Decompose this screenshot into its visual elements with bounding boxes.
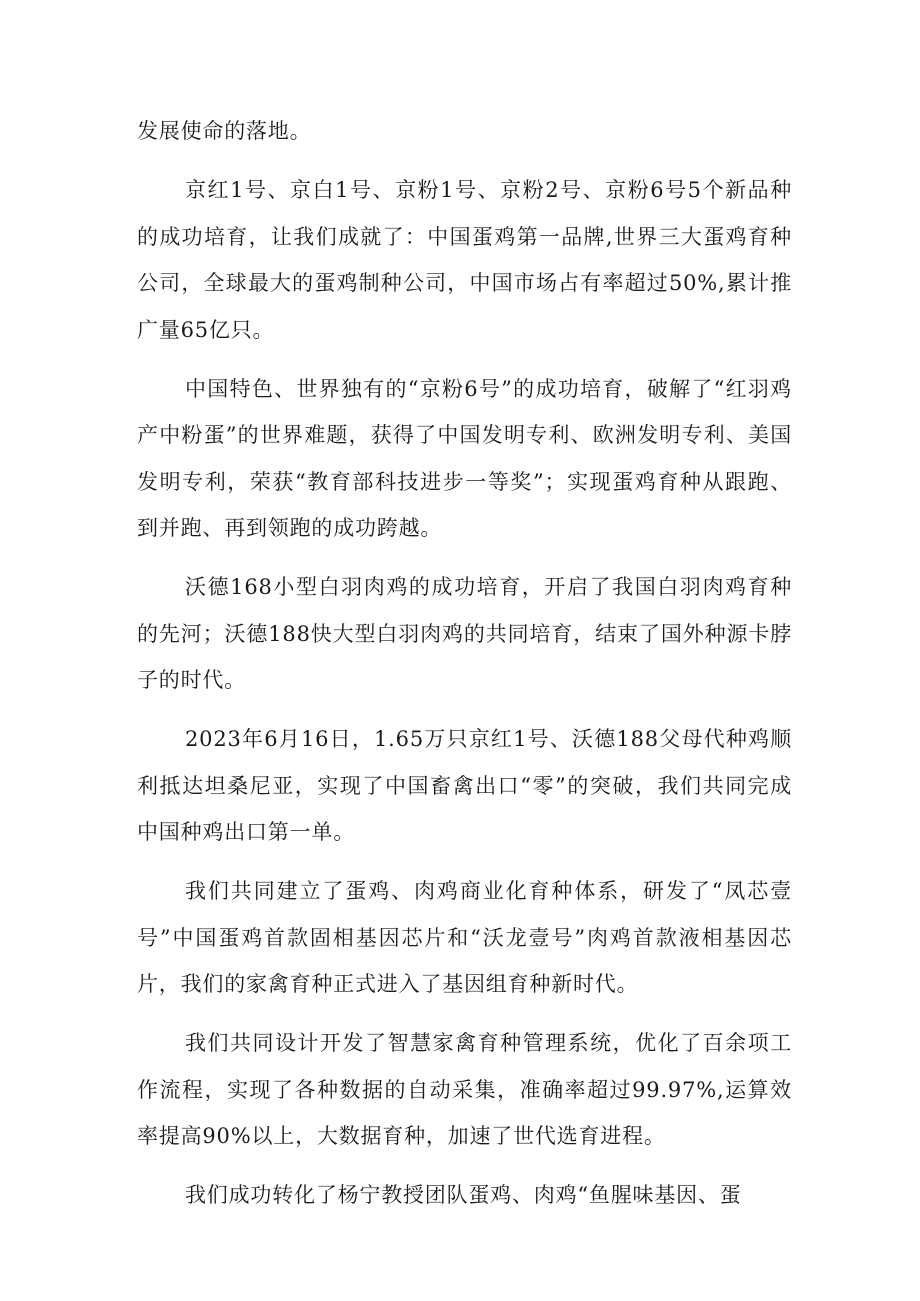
paragraph-export: 2023年6月16日，1.65万只京红1号、沃德188父母代种鸡顺利抵达坦桑尼亚，实现了中国畜禽出口“零”的突破，我们共同完成中国种鸡出口第一单。 <box>137 727 792 844</box>
paragraph-jingfen6: 中国特色、世界独有的“京粉6号”的成功培育，破解了“红羽鸡产中粉蛋”的世界难题，获得了中国发明专利、欧洲发明专利、美国发明专利，荣获“教育部科技进步一等奖”；实现蛋鸡育种从跟跑、到并跑、再到领跑的成功跨越。 <box>137 376 792 540</box>
paragraph-continuation: 发展使命的落地。 <box>137 119 312 143</box>
paragraph-gene-chip: 我们共同建立了蛋鸡、肉鸡商业化育种体系，研发了“凤芯壹号”中国蛋鸡首款固相基因芯片和“沃龙壹号”肉鸡首款液相基因芯片，我们的家禽育种正式进入了基因组育种新时代。 <box>137 879 792 996</box>
paragraph-new-breeds: 京红1号、京白1号、京粉1号、京粉2号、京粉6号5个新品种的成功培育，让我们成就了：中国蛋鸡第一品牌,世界三大蛋鸡育种公司，全球最大的蛋鸡制种公司，中国市场占有率超过50%,累计推广量65亿只。 <box>137 178 792 342</box>
paragraph-wode-broiler: 沃德168小型白羽肉鸡的成功培育，开启了我国白羽肉鸡育种的先河；沃德188快大型白羽肉鸡的共同培育，结束了国外种源卡脖子的时代。 <box>137 575 792 692</box>
paragraph-transfer: 我们成功转化了杨宁教授团队蛋鸡、肉鸡“鱼腥味基因、蛋 <box>185 1183 742 1207</box>
paragraph-management-system: 我们共同设计开发了智慧家禽育种管理系统，优化了百余项工作流程，实现了各种数据的自动采集，准确率超过99.97%,运算效率提高90%以上，大数据育种，加速了世代选育进程。 <box>137 1031 792 1148</box>
